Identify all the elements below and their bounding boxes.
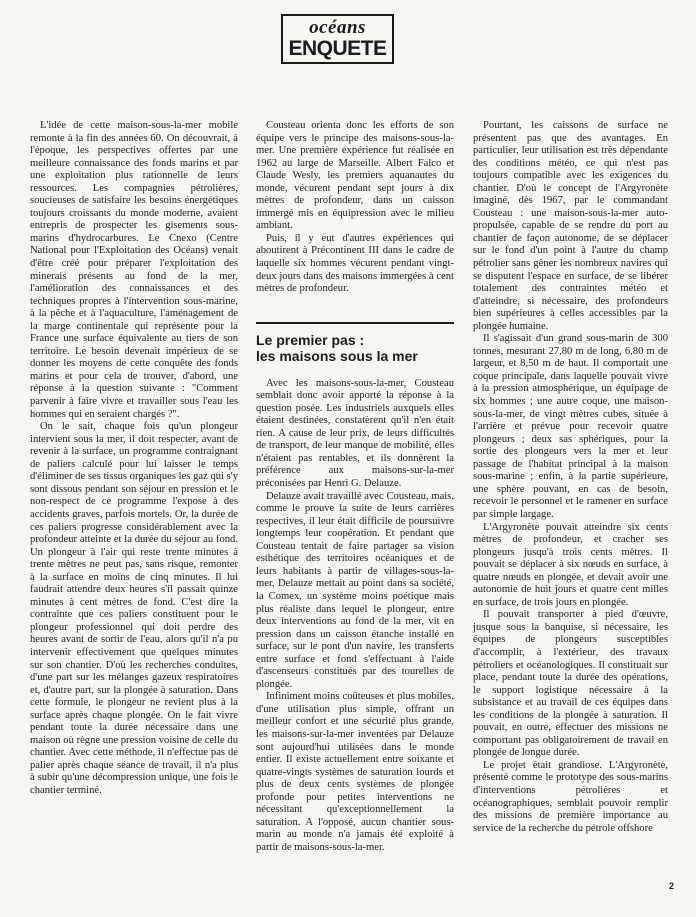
section-title: ENQUETE xyxy=(288,37,387,60)
column-3 xyxy=(473,120,668,835)
paragraph: Avec les maisons-sous-la-mer, Cousteau semblait donc avoir apporté la réponse à la question posée. Les industriels auxquels elles étaient destinées, constatèrent qu'il n'en était rien. A cause de leur prix, de leurs difficultés de transport, de leur manque de mobilité, elles n'étaient pas rentables, et ils donnèrent la préférence aux maisons-sur-la-mer préconisées par Henri G. Delauze. xyxy=(256,377,454,490)
paragraph: Le projet était grandiose. L'Argyronète, présenté comme le prototype des sous-marins d'interventions pétrolières et océanographiques, semblait pouvoir remplir des missions de première importance au service de la recherche du pétrole offshore xyxy=(473,759,668,834)
paragraph: Puis, il y eut d'autres expériences qui aboutirent à Précontinent III dans le cadre de laquelle six hommes vécurent pendant vingt-deux jours dans des maisons immergées à cent mètres de profondeur. xyxy=(256,232,454,295)
paragraph: Il pouvait transporter à pied d'œuvre, jusque sous la banquise, si nécessaire, les équipes de plongeurs susceptibles d'accomplir, à l'extérieur, des travaux pétroliers et océanologiques. Il constituait sur place, pendant toute la durée des opérations, le support logistique nécessaire à la subsistance et au travail de ces équipes dans les conditions de la plongée à saturation. Il pouvait, en outre, effectuer des missions ne comportant pas obligatoirement de travail en plongée de longue durée. xyxy=(473,609,668,759)
paragraph: Delauze avait travaillé avec Cousteau, mais, comme le prouve la suite de leurs carrières respectives, il leur était difficile de poursuivre longtemps leur coopération. Et pendant que Cousteau tentait de faire partager sa vision esthétique des territoires océaniques et de leurs habitants à partir de villages-sous-la-mer, Delauze mettait au point dans sa société, la Comex, un système moins poétique mais plus réaliste dans lequel le plongeur, entre deux interventions au fond de la mer, vit en pression dans un caisson étanche installé en surface, sur le pont d'un navire, les transferts entre surface et fond s'effectuant à l'aide d'ascenseurs constitués par des tourelles de plongée. xyxy=(256,490,454,690)
column-2 xyxy=(256,120,454,854)
paragraph: Infiniment moins coûteuses et plus mobiles, d'une utilisation plus simple, offrant un meilleur confort et une sécurité plus grande, les maisons-sur-la-mer inventées par Delauze sont aujourd'hui utilisées dans le monde entier. Il existe actuellement entre soixante et quatre-vingts systèmes de saturation lourds et plus de deux cents systèmes de plongée profonde pour petites interventions ne nécessitant qu'exceptionnellement la saturation. A l'opposé, aucun chantier sous-marin au monde n'a jamais été exploité à partir de maisons-sous-la-mer. xyxy=(256,691,454,853)
page-number: 2 xyxy=(668,881,674,891)
paragraph: Pourtant, les caissons de surface ne présentent pas que des avantages. En particulier, leur utilisation est très dépendante des conditions météo, ce qui n'est pas toujours compatible avec les exigences du chantier. D'où le concept de l'Argyronète imaginé, dès 1967, par le commandant Cousteau : une maison-sous-la-mer auto-propulsée, capable de se rendre du port au chantier de façon autonome, de se déplacer sur le fond d'un point à l'autre du champ pétrolier sans gêner les nombreux navires qui se disputent l'espace en surface, de se libérer totalement des contraintes météo et d'atteindre, si nécessaire, des profondeurs bien supérieures à celles accessibles par la plongée humaine. xyxy=(473,120,668,332)
magazine-name: océans xyxy=(309,17,366,38)
subheading xyxy=(256,322,454,364)
column-1 xyxy=(30,120,238,798)
subheading-line-2: les maisons sous la mer xyxy=(256,347,418,364)
paragraph: On le sait, chaque fois qu'un plongeur intervient sous la mer, il doit respecter, avant de revenir à la surface, un programme contraignant de paliers calculé pour lui laisser le temps d'éliminer de ses tissus organiques les gaz qui s'y sont dissous pendant son séjour en pression et le non-respect de ce programme l'expose à des accidents graves, parfois mortels. Or, la durée de ces paliers progresse considérablement avec la profondeur atteinte et la durée du séjour au fond. Un plongeur à l'air qui reste trente minutes à trente mètres ne peut pas, sans risque, remonter à la surface en moins de cinq minutes. Il lui faudrait attendre deux heures s'il passait quinze minutes à cent mètres de fond. C'est dire la contrainte que ces paliers constituent pour le plongeur professionnel qui doit perdre des heures avant de sortir de l'eau, alors qu'il n'a pu intervenir effectivement que quelques minutes sur son chantier. D'où les recherches conduites, d'une part sur les mélanges gazeux respiratoires et, d'autre part, sur la plongée à saturation. Dans cette formule, le plongeur ne revient plus à la surface après chaque plongée. On le fait vivre pendant toute la durée nécessaire dans une maison où règne une pression voisine de celle du chantier. Avec cette méthode, il n'effectue pas de palier après chaque séance de travail, il n'a plus à subir qu'une décompression unique, une fois le chantier terminé. xyxy=(30,421,238,796)
paragraph: Il s'agissait d'un grand sous-marin de 300 tonnes, mesurant 27,80 m de long, 6,80 m de largeur, et 8,50 m de haut. Il comportait une coque principale, dans laquelle pouvait vivre à la pression atmosphérique, un équipage de six hommes ; une autre coque, une maison-sous-la-mer, de vingt mètres cubes, située à l'arrière et prévue pour recevoir quatre plongeurs ; deux sas sphériques, pour la sortie des plongeurs vers la mer et leur passage de l'habitat principal à la maison sous-marine ; enfin, à la partie supérieure, une sphère pouvant, en cas de besoin, recevoir le personnel et le ramener en surface par simple largage. xyxy=(473,333,668,520)
paragraph: Cousteau orienta donc les efforts de son équipe vers le principe des maisons-sous-la-mer. Une première expérience fut réalisée en 1962 au large de Marseille. Albert Falco et Claude Wesly, les premiers aquanautes du monde, vécurent pendant sept jours à dix mètres de profondeur, dans un caisson immergé mis en équipression avec le milieu ambiant. xyxy=(256,120,454,232)
paragraph: L'idée de cette maison-sous-la-mer mobile remonte à la fin des années 60. On découvrait, à l'époque, les perspectives offertes par une meilleure connaissance des fonds marins et par une exploitation plus rationnelle de leurs ressources. Les compagnies pétrolières, soucieuses de satisfaire les besoins énergétiques toujours croissants du monde moderne, avaient entrepris de prospecter les gisements sous-marins d'hydrocarbures. Le Cnexo (Centre National pour l'Exploitation des Océans) venait d'être créé pour préparer l'exploitation des minerais présents au fond de la mer, l'amélioration des connaissances et des techniques propres à l'intervention sous-marine, à la pêche et à l'aquaculture, l'aménagement de la marge continentale qui représente pour la France une surface équivalente au tiers de son territoire. Le besoin devenait impérieux de se donner les moyens de cette conquête des fonds marins et pour cela de trouver, d'abord, une réponse à la question suivante : "Comment parvenir à faire vivre et travailler sous l'eau les hommes qui en seraient chargés ?". xyxy=(30,120,238,420)
subheading-line-1: Le premier pas : xyxy=(256,331,365,348)
paragraph: L'Argyronète pouvait atteindre six cents mètres de profondeur, et cracher ses plongeurs jusqu'à trois cents mètres. Il pouvait se déplacer à six nœuds en surface, à quatre nœuds en plongée, et devait avoir une autonomie de huit jours et quatre cent milles en surface, de trois jours en plongée. xyxy=(473,521,668,608)
section-header xyxy=(281,14,394,64)
